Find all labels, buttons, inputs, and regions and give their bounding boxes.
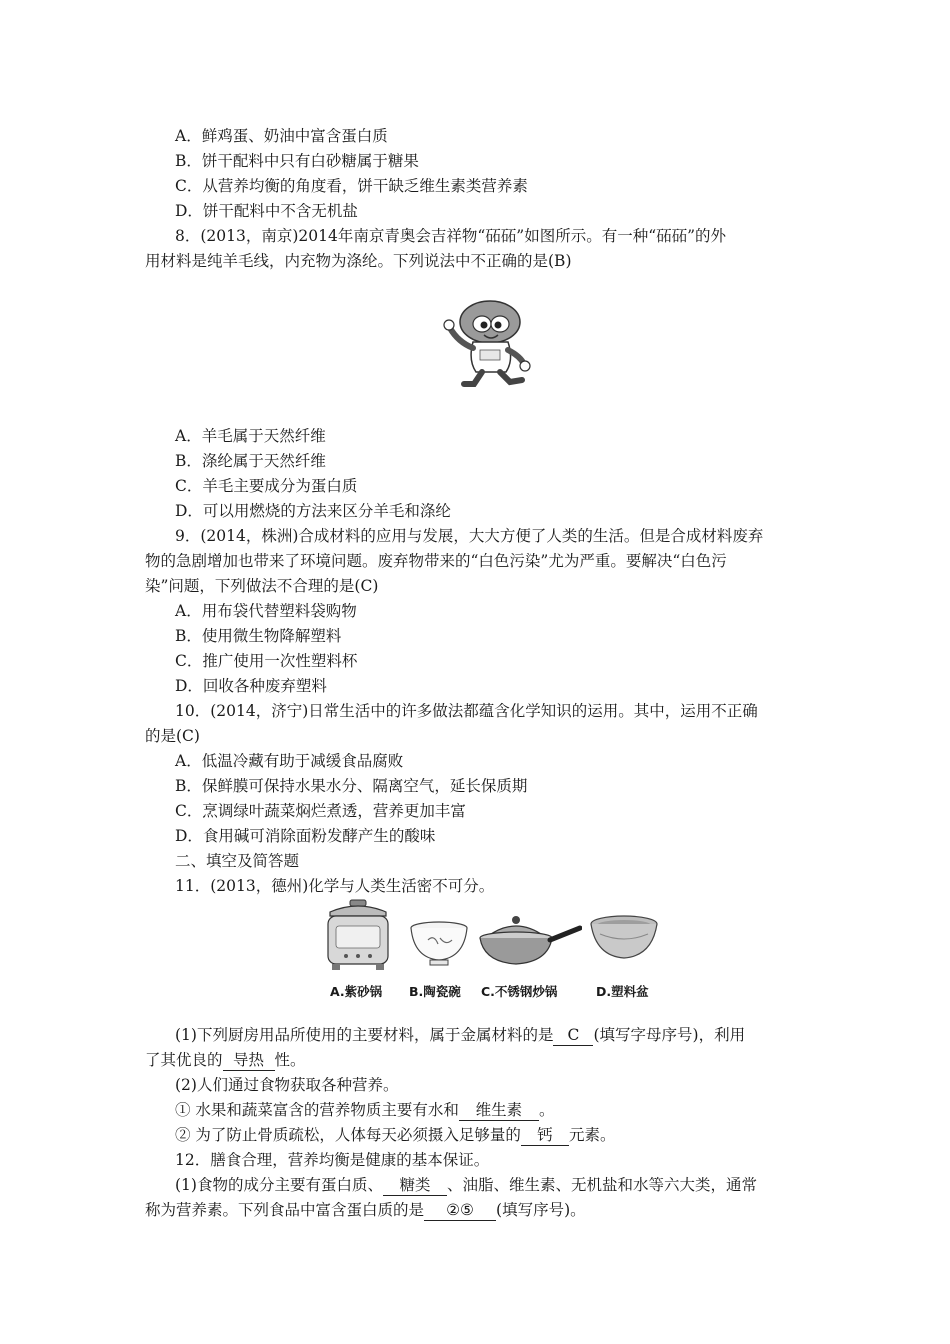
q7-option-a: A．鲜鸡蛋、奶油中富含蛋白质 <box>175 127 388 145</box>
q9-option-b: B．使用微生物降解塑料 <box>175 627 342 645</box>
q10-option-b: B．保鲜膜可保持水果水分、隔离空气，延长保质期 <box>175 777 528 795</box>
q11-part2-item1: ① 水果和蔬菜富含的营养物质主要有水和 维生素 。 <box>175 1101 555 1119</box>
q10-stem-line2: 的是(C) <box>145 727 200 745</box>
ceramic-bowl-image <box>408 918 470 970</box>
q11-stem: 11．(2013，德州)化学与人类生活密不可分。 <box>175 877 495 895</box>
plastic-basin-image <box>588 914 660 964</box>
q8-option-b: B．涤纶属于天然纤维 <box>175 452 326 470</box>
mascot-illustration <box>440 298 536 388</box>
q9-stem-line1: 9．(2014，株洲)合成材料的应用与发展，大大方便了人类的生活。但是合成材料废弃 <box>175 527 764 545</box>
q10-option-c: C．烹调绿叶蔬菜焖烂煮透，营养更加丰富 <box>175 802 466 820</box>
q7-option-d: D．饼干配料中不含无机盐 <box>175 202 358 220</box>
q9-option-a: A．用布袋代替塑料袋购物 <box>175 602 357 620</box>
q11-part2-item2: ② 为了防止骨质疏松，人体每天必须摄入足够量的 钙 元素。 <box>175 1126 616 1144</box>
q10-stem-line1: 10．(2014，济宁)日常生活中的许多做法都蕴含化学知识的运用。其中，运用不正确 <box>175 702 758 720</box>
q12-stem: 12．膳食合理，营养均衡是健康的基本保证。 <box>175 1151 490 1169</box>
caption-plastic-basin: D.塑料盆 <box>596 984 649 999</box>
q11-part1-line1: (1)下列厨房用品所使用的主要材料，属于金属材料的是 C (填写字母序号)，利用 <box>175 1026 746 1044</box>
q7-option-c: C．从营养均衡的角度看，饼干缺乏维生素类营养素 <box>175 177 528 195</box>
q12-part1-line1: (1)食物的成分主要有蛋白质、 糖类 、油脂、维生素、无机盐和水等六大类，通常 <box>175 1176 757 1194</box>
q12-part1-line2: 称为营养素。下列食品中富含蛋白质的是 ②⑤ (填写序号)。 <box>145 1201 586 1219</box>
q11-part2: (2)人们通过食物获取各种营养。 <box>175 1076 399 1094</box>
clay-pot-image <box>322 898 394 974</box>
q10-option-a: A．低温冷藏有助于减缓食品腐败 <box>175 752 404 770</box>
q8-stem-line2: 用材料是纯羊毛线，内充物为涤纶。下列说法中不正确的是(B) <box>145 252 572 270</box>
caption-ceramic-bowl: B.陶瓷碗 <box>409 984 461 999</box>
answer-blank-property: 导热 <box>223 1050 275 1071</box>
answer-blank-nutrient-class: 糖类 <box>383 1175 447 1196</box>
q8-option-c: C．羊毛主要成分为蛋白质 <box>175 477 358 495</box>
q7-option-b: B．饼干配料中只有白砂糖属于糖果 <box>175 152 419 170</box>
section-heading: 二、填空及简答题 <box>175 852 300 870</box>
stainless-wok-image <box>476 912 582 968</box>
q9-stem-line3: 染”问题，下列做法不合理的是(C) <box>145 577 379 595</box>
caption-stainless-wok: C.不锈钢炒锅 <box>481 984 558 999</box>
q8-option-a: A．羊毛属于天然纤维 <box>175 427 326 445</box>
q11-part1-line2: 了其优良的 导热 性。 <box>145 1051 306 1069</box>
answer-blank-metal-material: C <box>553 1025 593 1046</box>
caption-clay-pot: A.紫砂锅 <box>330 984 383 999</box>
q8-option-d: D．可以用燃烧的方法来区分羊毛和涤纶 <box>175 502 451 520</box>
q9-option-d: D．回收各种废弃塑料 <box>175 677 327 695</box>
answer-blank-element: 钙 <box>521 1125 569 1146</box>
q10-option-d: D．食用碱可消除面粉发酵产生的酸味 <box>175 827 436 845</box>
q8-stem-line1: 8．(2013，南京)2014年南京青奥会吉祥物“砳砳”如图所示。有一种“砳砳”的外 <box>175 227 727 245</box>
q9-option-c: C．推广使用一次性塑料杯 <box>175 652 358 670</box>
q9-stem-line2: 物的急剧增加也带来了环境问题。废弃物带来的“白色污染”尤为严重。要解决“白色污 <box>145 552 727 570</box>
answer-blank-nutrient: 维生素 <box>459 1100 539 1121</box>
answer-blank-protein-foods: ②⑤ <box>424 1200 496 1221</box>
